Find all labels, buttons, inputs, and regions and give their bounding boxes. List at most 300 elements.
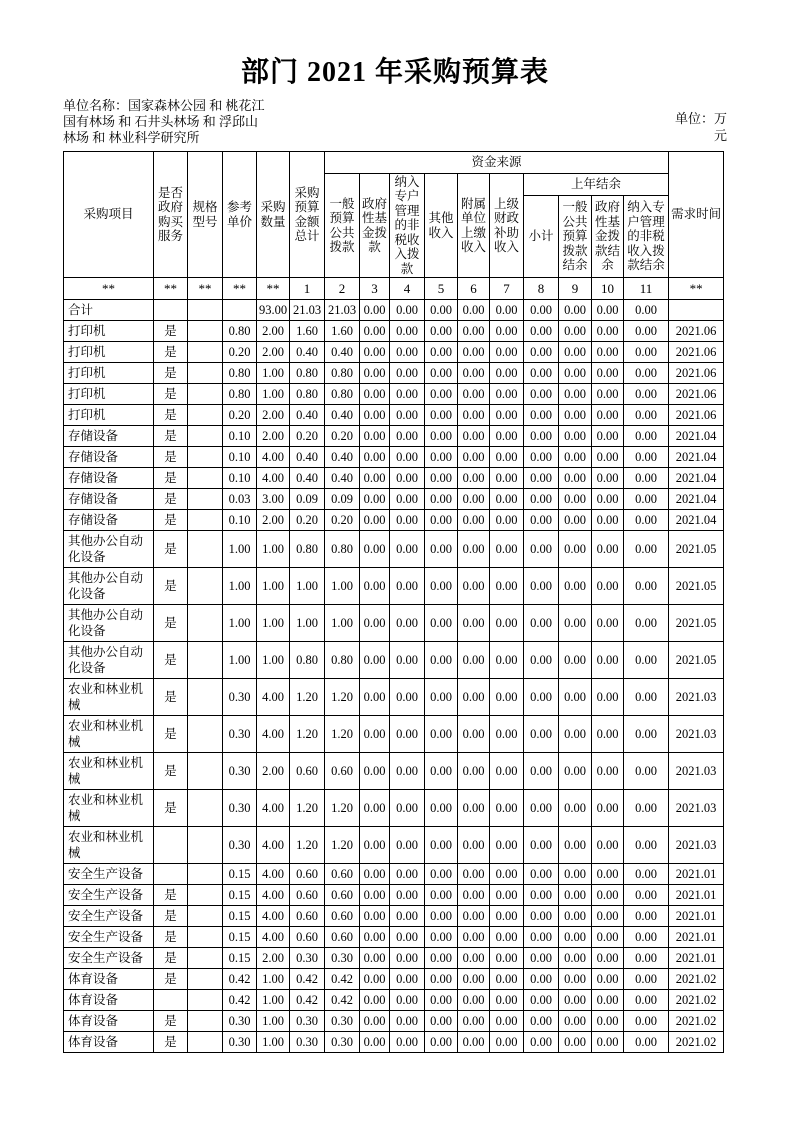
value-cell: 0.00 [559, 489, 592, 510]
header-item: 采购项目 [64, 151, 154, 278]
value-cell: 0.00 [490, 384, 524, 405]
item-cell: 安全生产设备 [64, 948, 154, 969]
value-cell: 0.00 [360, 568, 390, 605]
value-cell: 0.60 [290, 864, 325, 885]
value-cell: 1.00 [257, 384, 290, 405]
value-cell: 0.20 [290, 426, 325, 447]
value-cell: 0.00 [425, 1011, 458, 1032]
value-cell: 0.00 [490, 468, 524, 489]
value-cell: 0.00 [490, 489, 524, 510]
budget-table [63, 151, 724, 1054]
value-cell: 0.00 [458, 321, 490, 342]
value-cell: 0.00 [458, 489, 490, 510]
header-gov-purchase: 是否政府购买服务 [154, 151, 188, 278]
value-cell: 2021.05 [669, 642, 724, 679]
value-cell: 0.00 [360, 790, 390, 827]
value-cell: 0.00 [624, 1011, 669, 1032]
value-cell: 0.00 [524, 405, 559, 426]
table-row [64, 531, 724, 568]
table-row [64, 753, 724, 790]
value-cell: 0.00 [624, 384, 669, 405]
value-cell: 0.80 [223, 363, 257, 384]
value-cell: 0.00 [559, 510, 592, 531]
value-cell: 1.20 [325, 716, 360, 753]
value-cell: 0.40 [325, 468, 360, 489]
value-cell: 0.00 [490, 927, 524, 948]
value-cell [188, 1032, 223, 1053]
table-row [64, 827, 724, 864]
value-cell: 0.00 [390, 489, 425, 510]
value-cell: 0.40 [290, 405, 325, 426]
value-cell: 0.00 [360, 405, 390, 426]
value-cell: 1.60 [325, 321, 360, 342]
value-cell: 0.00 [592, 906, 624, 927]
table-row [64, 447, 724, 468]
value-cell: 0.00 [624, 468, 669, 489]
value-cell: 0.40 [325, 342, 360, 363]
value-cell: 0.15 [223, 927, 257, 948]
value-cell: 0.00 [360, 906, 390, 927]
value-cell: 是 [154, 384, 188, 405]
value-cell: 1.00 [257, 969, 290, 990]
item-cell: 安全生产设备 [64, 885, 154, 906]
value-cell [154, 827, 188, 864]
value-cell: 0.00 [425, 300, 458, 321]
value-cell: 2.00 [257, 753, 290, 790]
value-cell: 0.00 [559, 447, 592, 468]
value-cell: 0.00 [458, 384, 490, 405]
item-cell: 体育设备 [64, 990, 154, 1011]
table-row [64, 405, 724, 426]
value-cell: 2021.03 [669, 716, 724, 753]
value-cell: 2.00 [257, 342, 290, 363]
table-row [64, 679, 724, 716]
value-cell: 0.00 [425, 489, 458, 510]
value-cell: 0.00 [425, 342, 458, 363]
value-cell: 是 [154, 969, 188, 990]
value-cell: 0.00 [624, 447, 669, 468]
value-cell: 2021.01 [669, 864, 724, 885]
item-cell: 体育设备 [64, 1011, 154, 1032]
item-cell: 其他办公自动化设备 [64, 605, 154, 642]
value-cell: 是 [154, 790, 188, 827]
value-cell: 0.00 [360, 426, 390, 447]
value-cell: 0.80 [290, 384, 325, 405]
value-cell: 0.00 [360, 679, 390, 716]
value-cell: 0.00 [490, 426, 524, 447]
value-cell: 0.30 [290, 948, 325, 969]
value-cell: 1.20 [290, 827, 325, 864]
value-cell: 0.00 [524, 906, 559, 927]
value-cell: 0.00 [490, 642, 524, 679]
value-cell: 0.00 [592, 790, 624, 827]
value-cell: 0.00 [490, 990, 524, 1011]
value-cell: 1.00 [257, 605, 290, 642]
table-row [64, 864, 724, 885]
value-cell: 0.00 [490, 447, 524, 468]
value-cell: 0.00 [592, 342, 624, 363]
value-cell: 0.00 [524, 363, 559, 384]
value-cell [188, 510, 223, 531]
value-cell: 0.00 [559, 990, 592, 1011]
value-cell: 0.00 [360, 363, 390, 384]
value-cell: 0.00 [390, 885, 425, 906]
value-cell [188, 885, 223, 906]
value-cell [188, 969, 223, 990]
value-cell: 0.00 [592, 679, 624, 716]
header-non-tax: 纳入专户管理的非税收入拨款 [390, 173, 425, 278]
column-number-cell: 4 [390, 278, 425, 300]
value-cell: 0.00 [592, 1032, 624, 1053]
value-cell: 0.00 [390, 531, 425, 568]
value-cell: 0.00 [624, 753, 669, 790]
value-cell: 0.00 [458, 447, 490, 468]
value-cell: 0.00 [559, 342, 592, 363]
item-cell: 打印机 [64, 342, 154, 363]
value-cell: 0.03 [223, 489, 257, 510]
value-cell: 0.00 [360, 1032, 390, 1053]
value-cell [188, 447, 223, 468]
value-cell: 21.03 [325, 300, 360, 321]
value-cell: 0.00 [624, 510, 669, 531]
value-cell: 0.00 [490, 969, 524, 990]
value-cell: 0.00 [592, 321, 624, 342]
value-cell: 0.00 [624, 489, 669, 510]
value-cell: 2021.02 [669, 1011, 724, 1032]
value-cell: 1.00 [290, 568, 325, 605]
table-row [64, 384, 724, 405]
value-cell: 0.40 [290, 342, 325, 363]
value-cell: 0.00 [390, 510, 425, 531]
header-spec-model: 规格型号 [188, 151, 223, 278]
value-cell: 0.00 [559, 864, 592, 885]
column-number-cell: ** [223, 278, 257, 300]
value-cell: 0.00 [425, 885, 458, 906]
value-cell: 0.00 [390, 790, 425, 827]
value-cell [188, 716, 223, 753]
value-cell: 2.00 [257, 948, 290, 969]
value-cell [188, 384, 223, 405]
value-cell: 0.00 [425, 531, 458, 568]
value-cell: 0.00 [458, 948, 490, 969]
value-cell: 0.00 [592, 531, 624, 568]
value-cell: 0.00 [624, 790, 669, 827]
value-cell: 0.00 [559, 969, 592, 990]
value-cell: 0.00 [360, 384, 390, 405]
value-cell: 0.00 [490, 300, 524, 321]
item-cell: 其他办公自动化设备 [64, 531, 154, 568]
value-cell: 0.00 [360, 468, 390, 489]
value-cell: 0.00 [559, 1011, 592, 1032]
value-cell: 0.00 [490, 827, 524, 864]
value-cell: 0.00 [524, 827, 559, 864]
value-cell: 是 [154, 531, 188, 568]
value-cell: 是 [154, 679, 188, 716]
value-cell: 2021.03 [669, 827, 724, 864]
header-row-1 [64, 151, 724, 173]
value-cell: 0.60 [325, 927, 360, 948]
value-cell: 0.00 [592, 605, 624, 642]
value-cell: 1.20 [290, 679, 325, 716]
value-cell: 0.80 [325, 531, 360, 568]
column-number-cell: ** [669, 278, 724, 300]
value-cell: 0.00 [592, 753, 624, 790]
value-cell: 0.00 [592, 827, 624, 864]
value-cell: 0.80 [290, 531, 325, 568]
value-cell: 0.30 [223, 679, 257, 716]
value-cell: 0.00 [524, 969, 559, 990]
value-cell: 0.00 [490, 885, 524, 906]
value-cell: 0.00 [624, 642, 669, 679]
value-cell: 1.00 [223, 531, 257, 568]
value-cell: 0.20 [223, 342, 257, 363]
item-cell: 其他办公自动化设备 [64, 642, 154, 679]
value-cell: 0.00 [524, 948, 559, 969]
value-cell: 0.20 [223, 405, 257, 426]
value-cell: 0.42 [223, 990, 257, 1011]
value-cell: 4.00 [257, 885, 290, 906]
value-cell: 0.00 [458, 864, 490, 885]
value-cell: 0.00 [624, 969, 669, 990]
value-cell: 0.00 [458, 716, 490, 753]
table-row [64, 321, 724, 342]
value-cell: 0.20 [325, 510, 360, 531]
value-cell: 0.09 [290, 489, 325, 510]
table-row [64, 969, 724, 990]
value-cell: 0.00 [390, 605, 425, 642]
value-cell: 0.00 [624, 990, 669, 1011]
value-cell: 2021.04 [669, 447, 724, 468]
value-cell: 4.00 [257, 716, 290, 753]
value-cell: 1.20 [325, 790, 360, 827]
value-cell: 0.00 [458, 990, 490, 1011]
header-purchase-qty: 采购数量 [257, 151, 290, 278]
item-cell: 安全生产设备 [64, 927, 154, 948]
value-cell: 0.00 [490, 753, 524, 790]
value-cell: 0.00 [490, 864, 524, 885]
value-cell: 0.00 [458, 1032, 490, 1053]
value-cell: 0.00 [592, 426, 624, 447]
value-cell: 0.00 [458, 927, 490, 948]
value-cell: 1.00 [223, 642, 257, 679]
column-number-cell: 2 [325, 278, 360, 300]
value-cell [188, 426, 223, 447]
value-cell: 0.00 [458, 906, 490, 927]
value-cell: 0.00 [592, 969, 624, 990]
value-cell: 2021.02 [669, 990, 724, 1011]
header-ref-price: 参考单价 [223, 151, 257, 278]
column-number-cell: ** [188, 278, 223, 300]
value-cell: 0.00 [559, 426, 592, 447]
value-cell: 0.60 [290, 906, 325, 927]
value-cell: 0.80 [325, 642, 360, 679]
table-row [64, 642, 724, 679]
value-cell: 0.00 [559, 753, 592, 790]
value-cell [154, 990, 188, 1011]
column-number-cell: 11 [624, 278, 669, 300]
value-cell: 0.00 [559, 948, 592, 969]
header-subtotal: 小计 [524, 195, 559, 278]
value-cell: 0.00 [559, 906, 592, 927]
value-cell: 0.00 [390, 927, 425, 948]
item-cell: 体育设备 [64, 969, 154, 990]
value-cell: 0.00 [524, 753, 559, 790]
value-cell: 0.00 [524, 864, 559, 885]
value-cell: 0.00 [524, 568, 559, 605]
value-cell: 0.00 [360, 864, 390, 885]
column-number-cell: ** [64, 278, 154, 300]
value-cell: 0.00 [390, 1032, 425, 1053]
value-cell [188, 642, 223, 679]
value-cell: 0.30 [290, 1032, 325, 1053]
value-cell: 是 [154, 568, 188, 605]
column-number-cell: 5 [425, 278, 458, 300]
value-cell: 0.00 [360, 342, 390, 363]
value-cell: 0.00 [524, 605, 559, 642]
value-cell: 4.00 [257, 927, 290, 948]
value-cell: 0.00 [490, 405, 524, 426]
value-cell: 4.00 [257, 906, 290, 927]
value-cell: 0.00 [390, 426, 425, 447]
value-cell: 0.00 [490, 716, 524, 753]
header-subsidiary-income: 附属单位上缴收入 [458, 173, 490, 278]
value-cell: 0.09 [325, 489, 360, 510]
value-cell: 4.00 [257, 468, 290, 489]
page-title: 部门 2021 年采购预算表 [240, 57, 549, 88]
value-cell: 0.00 [425, 363, 458, 384]
value-cell: 0.00 [524, 885, 559, 906]
value-cell: 0.00 [490, 1011, 524, 1032]
table-row [64, 885, 724, 906]
value-cell: 0.00 [624, 927, 669, 948]
value-cell: 2.00 [257, 321, 290, 342]
value-cell: 0.00 [425, 790, 458, 827]
value-cell: 0.80 [223, 384, 257, 405]
value-cell: 0.00 [360, 321, 390, 342]
value-cell: 0.30 [290, 1011, 325, 1032]
value-cell: 0.30 [325, 1032, 360, 1053]
value-cell: 2021.04 [669, 426, 724, 447]
value-cell: 0.00 [425, 605, 458, 642]
value-cell: 0.40 [290, 447, 325, 468]
column-number-cell: 9 [559, 278, 592, 300]
column-number-cell: ** [154, 278, 188, 300]
value-cell: 0.00 [458, 642, 490, 679]
value-cell: 0.00 [390, 990, 425, 1011]
value-cell: 2021.05 [669, 605, 724, 642]
value-cell: 0.80 [223, 321, 257, 342]
value-cell: 0.00 [360, 510, 390, 531]
value-cell: 0.00 [390, 321, 425, 342]
column-number-cell: 7 [490, 278, 524, 300]
value-cell: 0.00 [425, 716, 458, 753]
value-cell: 是 [154, 1011, 188, 1032]
value-cell: 2021.05 [669, 568, 724, 605]
value-cell: 是 [154, 753, 188, 790]
value-cell: 0.00 [458, 790, 490, 827]
value-cell: 0.00 [360, 969, 390, 990]
value-cell: 0.30 [223, 716, 257, 753]
value-cell: 0.00 [524, 300, 559, 321]
header-prev-year-balance: 上年结余 [524, 173, 669, 195]
value-cell: 0.00 [390, 642, 425, 679]
value-cell: 0.00 [592, 405, 624, 426]
value-cell: 0.30 [223, 753, 257, 790]
value-cell: 2021.02 [669, 1032, 724, 1053]
value-cell: 0.00 [360, 300, 390, 321]
value-cell: 0.00 [390, 300, 425, 321]
value-cell: 0.00 [360, 927, 390, 948]
value-cell: 93.00 [257, 300, 290, 321]
value-cell: 0.00 [390, 363, 425, 384]
value-cell: 是 [154, 342, 188, 363]
value-cell: 是 [154, 927, 188, 948]
value-cell: 0.00 [490, 605, 524, 642]
value-cell: 0.42 [325, 990, 360, 1011]
value-cell: 是 [154, 605, 188, 642]
value-cell: 0.00 [559, 827, 592, 864]
value-cell: 0.00 [490, 321, 524, 342]
value-cell: 0.00 [458, 426, 490, 447]
value-cell: 2021.01 [669, 927, 724, 948]
value-cell: 0.00 [592, 1011, 624, 1032]
value-cell: 0.00 [360, 827, 390, 864]
value-cell: 0.30 [223, 1011, 257, 1032]
item-cell: 打印机 [64, 363, 154, 384]
value-cell: 0.40 [290, 468, 325, 489]
value-cell: 0.80 [325, 363, 360, 384]
value-cell: 0.00 [425, 405, 458, 426]
value-cell: 0.00 [559, 642, 592, 679]
value-cell [188, 753, 223, 790]
value-cell: 0.10 [223, 468, 257, 489]
value-cell [188, 468, 223, 489]
value-cell: 3.00 [257, 489, 290, 510]
value-cell: 0.00 [360, 605, 390, 642]
item-cell: 体育设备 [64, 1032, 154, 1053]
value-cell: 0.00 [524, 510, 559, 531]
value-cell: 0.00 [592, 468, 624, 489]
value-cell: 0.60 [325, 864, 360, 885]
value-cell: 0.00 [390, 1011, 425, 1032]
value-cell: 2021.03 [669, 679, 724, 716]
value-cell: 0.00 [592, 447, 624, 468]
table-row [64, 363, 724, 384]
value-cell: 0.00 [592, 642, 624, 679]
value-cell: 0.00 [559, 300, 592, 321]
value-cell: 0.00 [524, 642, 559, 679]
value-cell: 0.00 [390, 948, 425, 969]
value-cell: 0.00 [624, 342, 669, 363]
value-cell: 是 [154, 716, 188, 753]
value-cell [188, 990, 223, 1011]
value-cell: 0.00 [425, 864, 458, 885]
value-cell: 0.15 [223, 948, 257, 969]
value-cell: 0.00 [458, 1011, 490, 1032]
table-row [64, 716, 724, 753]
value-cell: 0.00 [360, 716, 390, 753]
value-cell: 0.00 [490, 342, 524, 363]
value-cell [188, 405, 223, 426]
column-number-row [64, 278, 724, 300]
value-cell [188, 342, 223, 363]
value-cell: 0.20 [290, 510, 325, 531]
item-cell: 打印机 [64, 405, 154, 426]
value-cell: 0.00 [490, 679, 524, 716]
value-cell: 0.00 [458, 605, 490, 642]
value-cell: 21.03 [290, 300, 325, 321]
value-cell [188, 1011, 223, 1032]
